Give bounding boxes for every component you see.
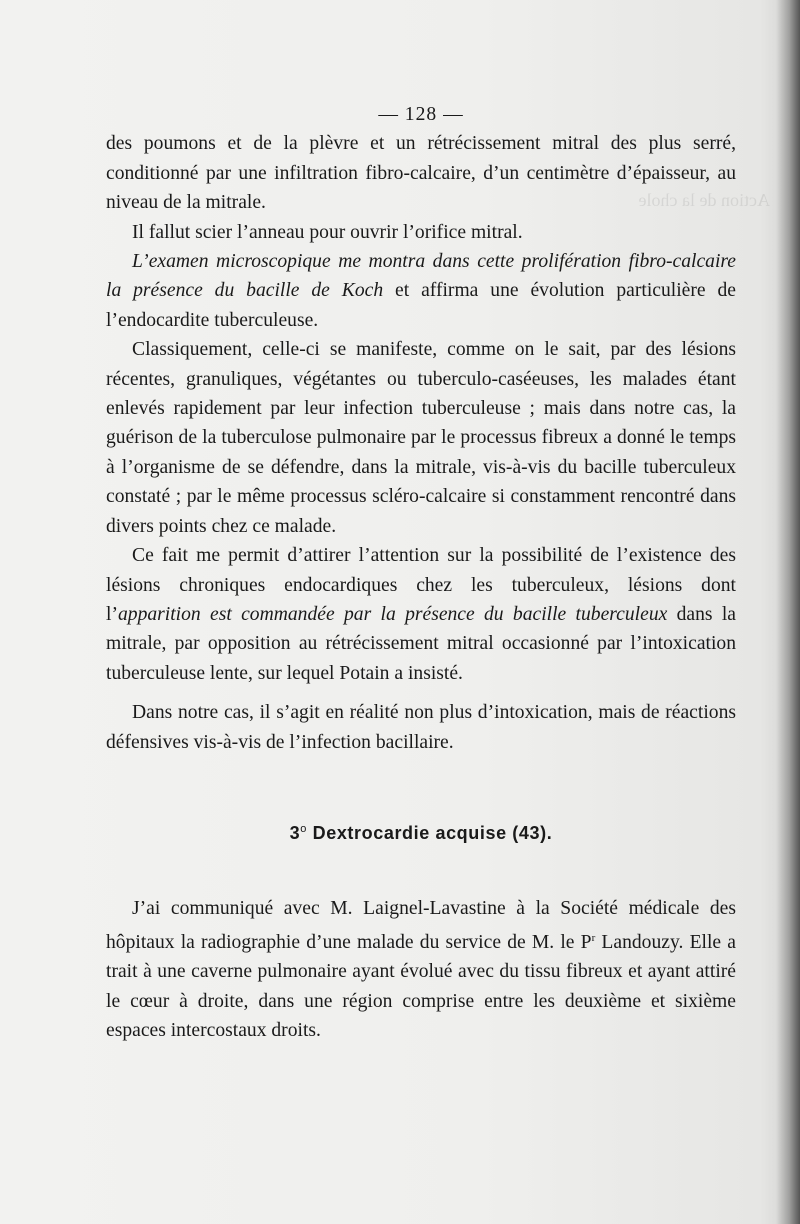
paragraph-7-sup: r (591, 931, 596, 944)
paragraph-2: Il fallut scier l’anneau pour ouvrir l’orifice mitral. (132, 221, 523, 243)
section-heading (106, 815, 736, 848)
paragraph-5-end: dans la mitrale, par opposition au rétrécissement mitral occasionné par l’intoxication tuberculeuse lente, sur lequel Potain a insisté. (106, 603, 736, 684)
paragraph-3-rest: et affirma une évolution particulière de l’endocardite tuberculeuse. (106, 280, 736, 331)
page-body (106, 100, 736, 1045)
paragraph-4: Classiquement, celle-ci se manifeste, comme on le sait, par des lésions récentes, granuliques, végétantes ou tuberculo-caséeuses, les malades étant enlevés rapidement par leur infection tuberculeuse ; mais dans notre cas, la guérison de la tuberculose pulmonaire par le processus fibreux a donné le temps à l’organisme de se défendre, dans la mitrale, vis-à-vis du bacille tuberculeux constaté ; par le même processus scléro-calcaire si constamment rencontré dans divers points chez ce malade. (106, 339, 736, 537)
section-title: Dextrocardie acquise (43). (307, 822, 553, 843)
paragraph-3 (106, 247, 736, 335)
section-number-suffix: o (300, 822, 308, 835)
page-edge-shadow (776, 0, 800, 1224)
paragraph-5-start: Ce fait me permit d’attirer l’attention sur la possibilité de l’existence des lésions chroniques endocardiques chez les tuberculeux, lésions dont l’ (106, 545, 736, 625)
paragraph-7-start: J’ai communiqué avec M. Laignel-Lavastine à la Société médicale des hôpitaux la radiographie d’une malade du service de M. le P (106, 898, 736, 953)
page-number: — 128 — (378, 104, 464, 125)
paragraph-6: Dans notre cas, il s’agit en réalité non plus d’intoxication, mais de réactions défensives vis-à-vis de l’infection bacillaire. (106, 702, 736, 753)
paragraph-3-italic: L’examen microscopique me montra dans cette prolifération fibro-calcaire la présence du bacille de Koch (106, 251, 736, 302)
paragraph-5 (106, 541, 736, 688)
paragraph-5-italic: apparition est commandée par la présence du bacille tuberculeux (117, 603, 668, 625)
paragraph-7 (106, 894, 736, 1045)
paragraph-7-end: Landouzy. Elle a trait à une caverne pulmonaire ayant évolué avec du tissu fibreux et ayant attiré le cœur à droite, dans une région comprise entre les deuxième et sixième espaces intercostaux droits. (106, 931, 736, 1041)
paragraph-1: des poumons et de la plèvre et un rétrécissement mitral des plus serré, conditionné par une infiltration fibro-calcaire, d’un centimètre d’épaisseur, au niveau de la mitrale. (106, 133, 736, 214)
show-through-text: Action de la chole (638, 190, 770, 210)
section-number: 3 (289, 822, 301, 843)
